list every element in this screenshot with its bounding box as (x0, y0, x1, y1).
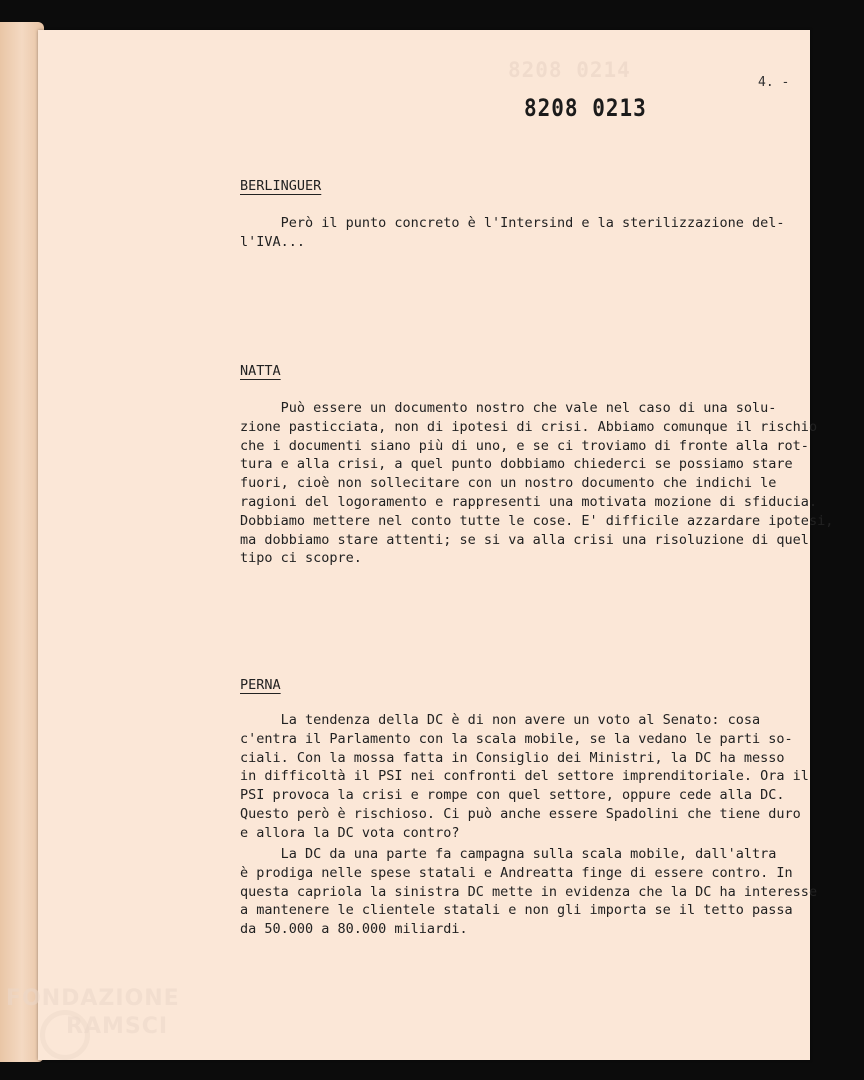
fondazione-gramsci-watermark (6, 986, 236, 1066)
archive-stamp: 8208 0213 (524, 94, 647, 122)
speaker-perna: PERNA (240, 677, 281, 693)
speaker-berlinguer: BERLINGUER (240, 178, 322, 194)
watermark-line1: FONDAZIONE (6, 986, 180, 1011)
perna-paragraph-2: La DC da una parte fa campagna sulla scala mobile, dall'altra è prodiga nelle spese statali e Andreatta finge di essere contro. In questa capriola la sinistra DC mette in evidenza che la DC ha interesse a mantenere le clientele statali e non gli importa se il tetto passa da 50.000 a 80.000 miliardi. (240, 846, 818, 938)
document-page (38, 30, 834, 1060)
natta-paragraph: Può essere un documento nostro che vale nel caso di una solu- zione pasticciata, non di ipotesi di crisi. Abbiamo comunque il rischio che i documenti siano più di uno, e se ci troviamo di fronte alla rot- tura e alla crisi, a quel punto dobbiamo chiederci se possiamo stare fuori, cioè non sollecitare con un nostro documento che indichi le ragioni del logoramento e rappresenti una motivata mozione di sfiducia. Dobbiamo mettere nel conto tutte le cose. E' difficile azzardare ipotesi, ma dobbiamo stare attenti; se si va alla crisi una risoluzione di quel tipo ci scopre. (240, 400, 834, 567)
watermark-line2: RAMSCI (66, 1014, 169, 1039)
berlinguer-paragraph: Però il punto concreto è l'Intersind e la sterilizzazione del- l'IVA... (240, 215, 785, 250)
perna-paragraph-1: La tendenza della DC è di non avere un voto al Senato: cosa c'entra il Parlamento con la scala mobile, se la vedano le parti so- ciali. Con la mossa fatta in Consiglio dei Ministri, la DC ha messo in difficoltà il PSI nei confronti del settore imprenditoriale. Ora il PSI provoca la crisi e rompe con quel settore, oppure cede alla DC. Questo però è rischioso. Ci può anche essere Spadolini che tiene duro e allora la DC vota contro? (240, 712, 809, 841)
speaker-natta: NATTA (240, 363, 281, 379)
page-number: 4. - (758, 75, 790, 90)
bleed-through-stamp: 8208 0214 (508, 58, 631, 82)
